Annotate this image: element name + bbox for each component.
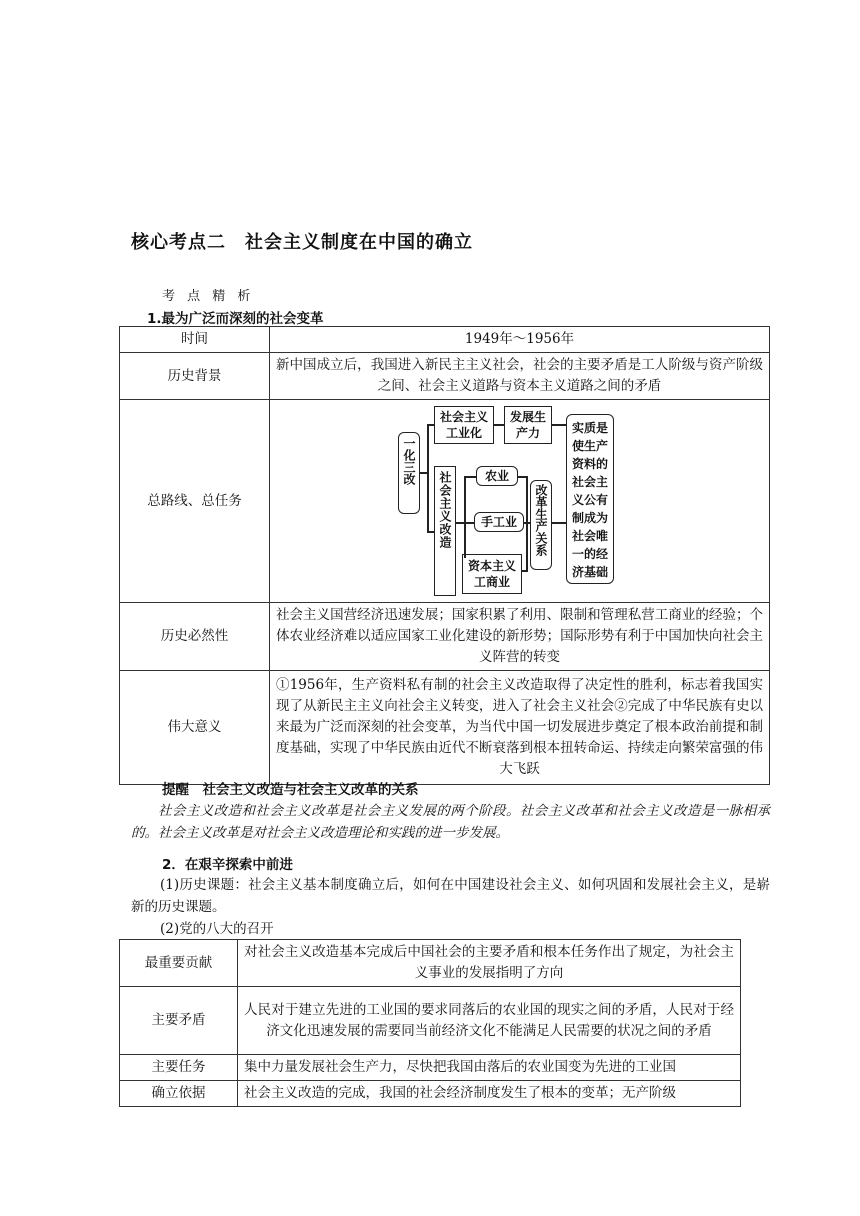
diagram-node-one-three: 一化三改: [398, 432, 420, 514]
row-label: 确立依据: [120, 1081, 238, 1107]
row-content: 社会主义改造的完成，我国的社会经济制度发生了根本的变革；无产阶级: [238, 1081, 741, 1107]
diagram-node-transformation: 社会主义改造: [434, 466, 456, 596]
row-content: 新中国成立后，我国进入新民主主义社会，社会的主要矛盾是工人阶级与资产阶级之间、社会主义道路与资本主义道路之间的矛盾: [270, 353, 770, 400]
row-label: 历史必然性: [120, 603, 270, 671]
row-content: ①1956年，生产资料私有制的社会主义改造取得了决定性的胜利，标志着我国实现了从新民主主义向社会主义转变，进入了社会主义社会②完成了中华民族有史以来最为广泛而深刻的社会变革，为当代中国一切发展进步奠定了根本政治前提和制度基础，实现了中华民族由近代不断衰落到根本扭转命运、持续走向繁荣富强的伟大飞跃: [270, 671, 770, 785]
row-content: 1949年～1956年: [270, 327, 770, 353]
tip-text: 社会主义改造和社会主义改革是社会主义发展的两个阶段。社会主义改革和社会主义改造是一脉相承的。社会主义改革是对社会主义改造理论和实践的进一步发展。: [131, 803, 770, 841]
diagram-cell: [270, 400, 770, 603]
row-label: 伟大意义: [120, 671, 270, 785]
table-row: [120, 400, 770, 603]
row-content: 对社会主义改造基本完成后中国社会的主要矛盾和根本任务作出了规定，为社会主义事业的发展指明了方向: [238, 940, 741, 987]
diagram-node-essence: 实质是使生产资料的社会主义公有制成为社会唯一的经济基础: [566, 414, 614, 584]
diagram-node-industrialization: 社会主义工业化: [434, 406, 494, 444]
table-row: [120, 1081, 741, 1107]
table-eighth-congress: [119, 939, 741, 1107]
section-label: 考 点 精 析: [162, 289, 255, 304]
table-row: [120, 1055, 741, 1081]
row-content: 社会主义国营经济迅速发展；国家积累了利用、限制和管理私营工商业的经验；个体农业经济难以适应国家工业化建设的新形势；国际形势有利于中国加快向社会主义阵营的转变: [270, 603, 770, 671]
table-social-transformation: [119, 326, 770, 785]
row-content: 人民对于建立先进的工业国的要求同落后的农业国的现实之间的矛盾，人民对于经济文化迅速发展的需要同当前经济文化不能满足人民需要的状况之间的矛盾: [238, 987, 741, 1055]
diagram-node-capitalist: 资本主义工商业: [462, 554, 522, 594]
table-row: [120, 327, 770, 353]
section-2-heading: 2．在艰辛探索中前进: [162, 857, 293, 873]
diagram-node-agriculture: 农业: [476, 466, 518, 486]
section-1-heading: 1.最为广泛而深刻的社会变革: [147, 311, 324, 327]
row-label: 总路线、总任务: [120, 400, 270, 603]
section-2-para-2: (2)党的八大的召开: [160, 921, 274, 937]
page-title: 核心考点二 社会主义制度在中国的确立: [131, 232, 473, 253]
row-label: 时间: [120, 327, 270, 353]
diagram-node-handicraft: 手工业: [474, 512, 524, 532]
row-content: 集中力量发展社会生产力，尽快把我国由落后的农业国变为先进的工业国: [238, 1055, 741, 1081]
general-line-diagram: [270, 400, 769, 603]
row-label: 最重要贡献: [120, 940, 238, 987]
table-row: [120, 353, 770, 400]
table-row: [120, 987, 741, 1055]
section-2-para-1: (1)历史课题：社会主义基本制度确立后，如何在中国建设社会主义、如何巩固和发展社会主义，是崭新的历史课题。: [131, 877, 770, 915]
row-label: 历史背景: [120, 353, 270, 400]
table-row: [120, 603, 770, 671]
diagram-node-productivity: 发展生产力: [504, 406, 552, 444]
table-row: [120, 940, 741, 987]
diagram-node-reform: 改革生产关系: [530, 480, 552, 570]
tip-label: 提醒 社会主义改造与社会主义改革的关系: [162, 782, 419, 798]
row-label: 主要任务: [120, 1055, 238, 1081]
row-label: 主要矛盾: [120, 987, 238, 1055]
table-row: [120, 671, 770, 785]
